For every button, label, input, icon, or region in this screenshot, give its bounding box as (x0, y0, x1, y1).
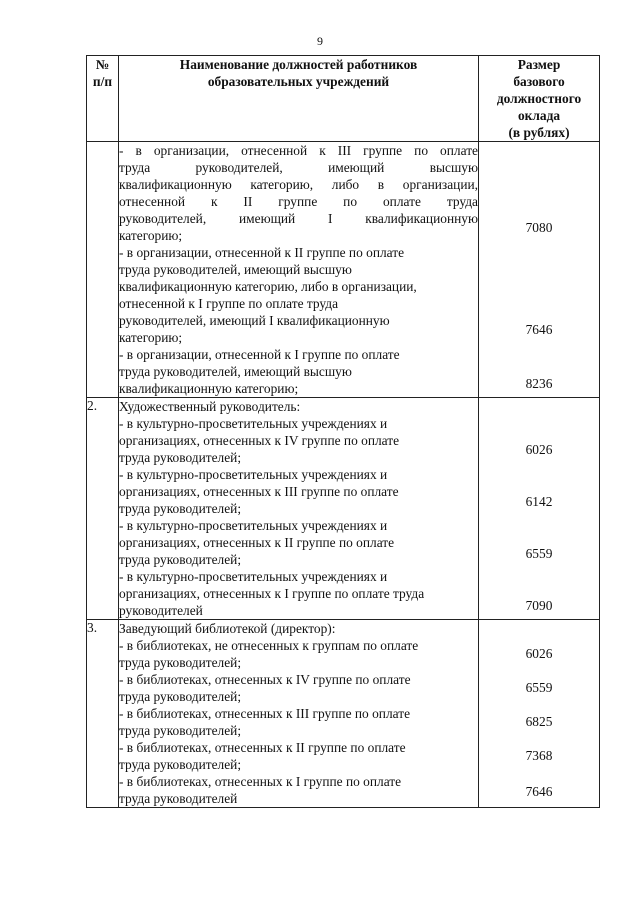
salary-value: 7368 (525, 748, 553, 763)
salary-value: 7646 (525, 322, 553, 337)
description-line: отнесенной к II группе по оплате труда (119, 194, 478, 209)
description-line: Заведующий библиотекой (директор): (119, 621, 336, 636)
salary-value: 7646 (525, 784, 553, 799)
description-line: отнесенной к I группе по оплате труда (119, 296, 339, 311)
row-number: 2. (87, 398, 119, 620)
description-line: - в культурно-просветительных учреждениях и (119, 518, 388, 533)
salary-table (86, 55, 600, 808)
description-line: - в культурно-просветительных учреждениях и (119, 569, 388, 584)
salary-value: 7090 (525, 598, 553, 613)
description-line: труда руководителей; (119, 689, 242, 704)
table-row (87, 398, 600, 620)
position-description (119, 620, 479, 808)
salary-value: 6026 (525, 442, 553, 457)
description-line: - в организации, отнесенной к I группе по оплате (119, 347, 400, 362)
description-line: - в культурно-просветительных учреждениях и (119, 467, 388, 482)
description-line: руководителей, имеющий I квалификационную (119, 211, 478, 226)
description-line: труда руководителей; (119, 552, 242, 567)
salary-cell (479, 398, 600, 620)
header-salary-line: должностного (496, 91, 582, 106)
description-line: организациях, отнесенных к IV группе по оплате (119, 433, 400, 448)
description-line: квалификационную категорию, либо в организации, (119, 177, 478, 192)
description-line: - в культурно-просветительных учреждениях и (119, 416, 388, 431)
description-line: - в библиотеках, отнесенных к I группе по оплате (119, 774, 402, 789)
description-line: труда руководителей; (119, 655, 242, 670)
description-line: - в библиотеках, отнесенных к III группе по оплате (119, 706, 411, 721)
description-line: труда руководителей, имеющий высшую (119, 262, 352, 277)
salary-cell (479, 142, 600, 398)
row-number (87, 142, 119, 398)
header-name-line: образовательных учреждений (207, 74, 390, 89)
description-line: квалификационную категорию, либо в организации, (119, 279, 417, 294)
description-line: труда руководителей, имеющий высшую (119, 160, 478, 175)
table-row (87, 142, 600, 398)
description-line: труда руководителей; (119, 501, 242, 516)
description-line: Художественный руководитель: (119, 399, 301, 414)
table-header-row (87, 56, 600, 142)
salary-value: 6026 (525, 646, 553, 661)
description-line: - в библиотеках, отнесенных к IV группе по оплате (119, 672, 411, 687)
header-number-line: п/п (92, 74, 113, 89)
header-number-line: № (95, 57, 110, 72)
description-line: труда руководителей, имеющий высшую (119, 364, 352, 379)
description-line: - в библиотеках, не отнесенных к группам по оплате (119, 638, 419, 653)
header-salary-line: (в рублях) (508, 125, 570, 140)
description-line: труда руководителей (119, 791, 238, 806)
header-position-name (119, 56, 479, 142)
header-salary-line: базового (513, 74, 565, 89)
description-line: руководителей, имеющий I квалификационную (119, 313, 390, 328)
position-description (119, 398, 479, 620)
salary-value: 6825 (525, 714, 553, 729)
salary-value: 8236 (525, 376, 553, 391)
position-description (119, 142, 479, 398)
header-salary (479, 56, 600, 142)
header-number (87, 56, 119, 142)
description-line: категорию; (119, 330, 183, 345)
description-line: - в организации, отнесенной к II группе по оплате (119, 245, 405, 260)
row-number: 3. (87, 620, 119, 808)
description-line: организациях, отнесенных к I группе по оплате труда (119, 586, 425, 601)
table-row (87, 620, 600, 808)
salary-value: 6142 (525, 494, 553, 509)
description-line: труда руководителей; (119, 723, 242, 738)
salary-cell (479, 620, 600, 808)
description-line: организациях, отнесенных к II группе по оплате (119, 535, 395, 550)
salary-value: 6559 (525, 680, 553, 695)
header-name-line: Наименование должностей работников (179, 57, 418, 72)
description-line: квалификационную категорию; (119, 381, 299, 396)
header-salary-line: Размер (517, 57, 561, 72)
description-line: труда руководителей; (119, 450, 242, 465)
description-line: - в организации, отнесенной к III группе по оплате (119, 143, 478, 158)
description-line: руководителей (119, 603, 203, 618)
description-line: - в библиотеках, отнесенных к II группе по оплате (119, 740, 406, 755)
salary-value: 6559 (525, 546, 553, 561)
salary-value: 7080 (525, 220, 553, 235)
header-salary-line: оклада (517, 108, 561, 123)
description-line: труда руководителей; (119, 757, 242, 772)
page-number: 9 (317, 34, 323, 48)
description-line: организациях, отнесенных к III группе по оплате (119, 484, 399, 499)
description-line: категорию; (119, 228, 183, 243)
